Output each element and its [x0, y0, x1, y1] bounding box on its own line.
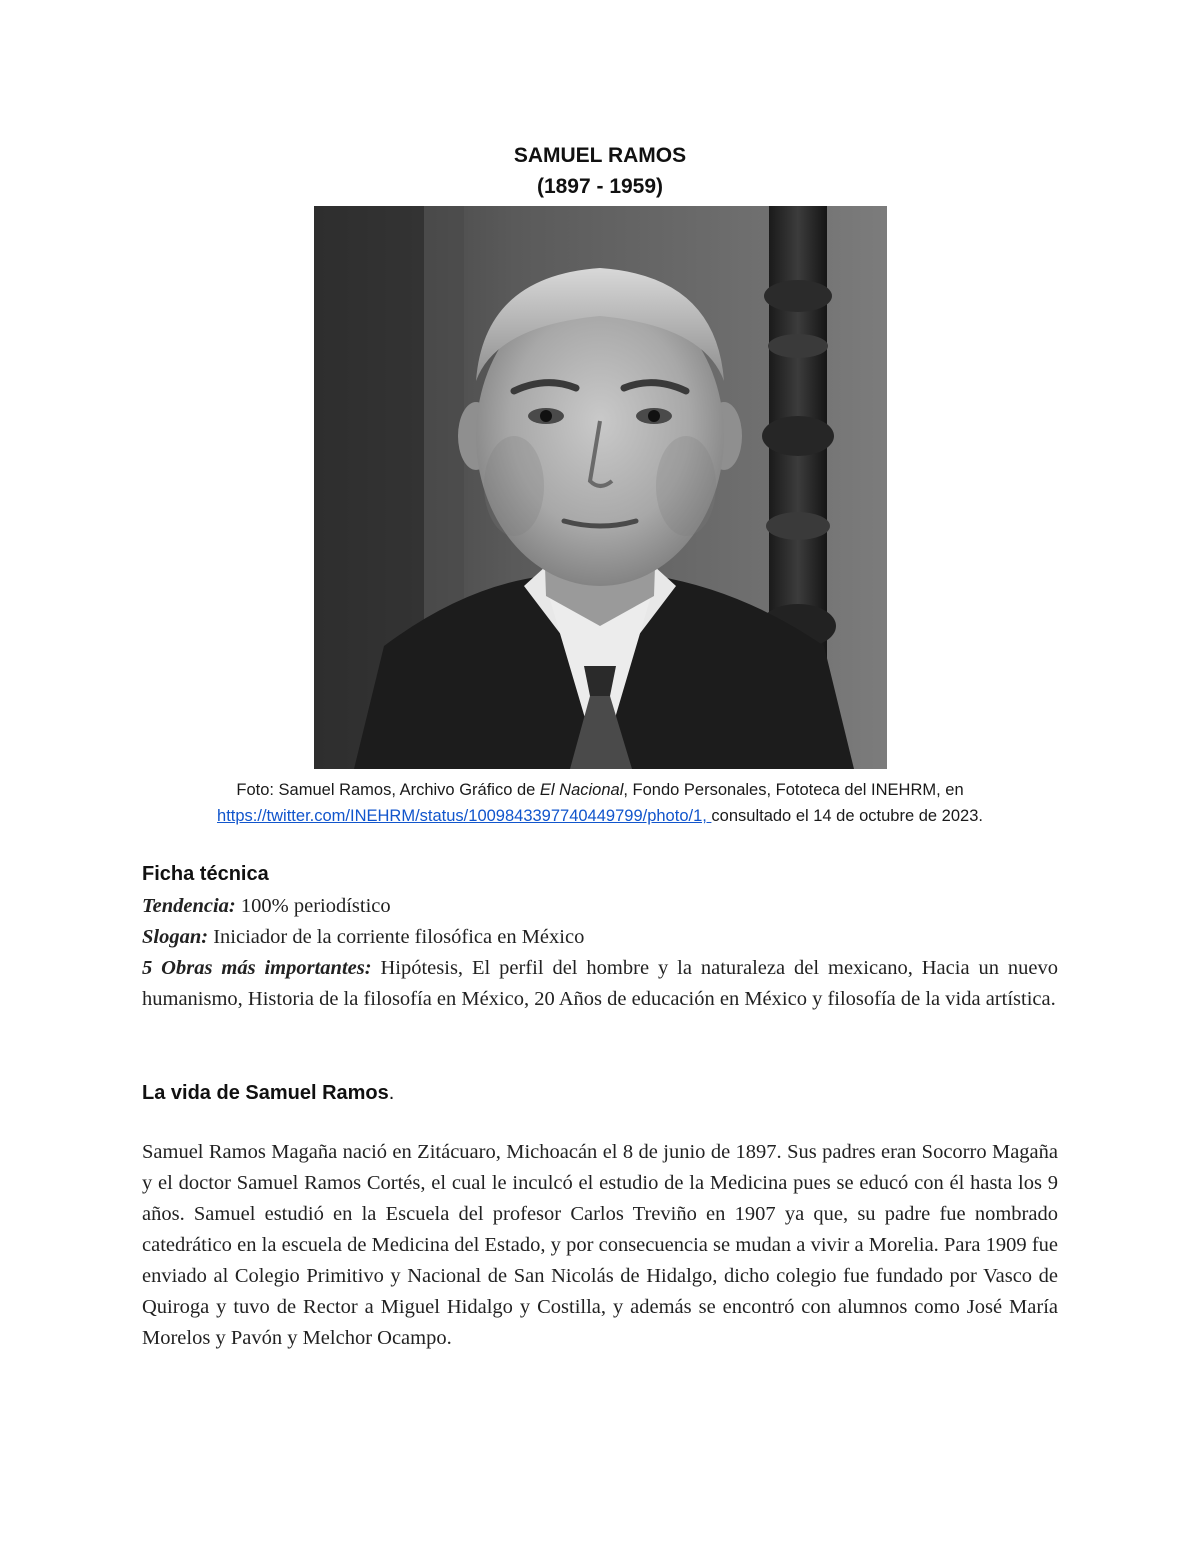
slogan-label: Slogan: [142, 926, 209, 948]
caption-suffix: consultado el 14 de octubre de 2023. [711, 807, 983, 825]
caption-italic: El Nacional [539, 781, 624, 799]
vida-paragraph: Samuel Ramos Magaña nació en Zitácuaro, Michoacán el 8 de junio de 1897. Sus padres eran Socorro Magaña y el doctor Samuel Ramos Cortés, el cual le inculcó el estudio de la Medicina pues se educó con él hasta los 9 años. Samuel estudió en la Escuela del profesor Carlos Treviño en 1907 ya que, su padre fue nombrado catedrático en la escuela de Medicina del Estado, y por consecuencia se mudan a vivir a Morelia. Para 1909 fue enviado al Colegio Primitivo y Nacional de San Nicolás de Hidalgo, dicho colegio fue fundado por Vasco de Quiroga y tuvo de Rector a Miguel Hidalgo y Costilla, y además se encontró con alumnos como José María Morelos y Pavón y Melchor Ocampo. [142, 1141, 1058, 1349]
photo-caption [100, 777, 1100, 829]
slogan-value: Iniciador de la corriente filosófica en México [208, 926, 585, 948]
ficha-heading: Ficha técnica [142, 863, 269, 885]
source-link[interactable]: https://twitter.com/INEHRM/status/1009843397740449799/photo/1, [217, 807, 712, 825]
tendencia-line [142, 891, 1058, 922]
vida-heading-suffix: . [388, 1082, 395, 1104]
caption-middle: , Fondo Personales, Fototeca del INEHRM, en [623, 781, 964, 799]
portrait-illustration [314, 206, 887, 769]
vida-heading [142, 1079, 394, 1107]
page-title: SAMUEL RAMOS [513, 144, 687, 167]
obras-line [142, 953, 1058, 1015]
tendencia-label: Tendencia: [142, 895, 236, 917]
ficha-body [142, 891, 1058, 1015]
vida-heading-text: La vida de Samuel Ramos [142, 1082, 389, 1104]
obras-label: 5 Obras más importantes: [142, 957, 372, 979]
life-years: (1897 - 1959) [536, 175, 664, 198]
obras-value: Hipótesis, El perfil del hombre y la naturaleza del mexicano, Hacia un nuevo humanismo, Historia de la filosofía en México, 20 Años de educación en México y filosofía de la vida artística. [142, 957, 1059, 1010]
caption-prefix: Foto: Samuel Ramos, Archivo Gráfico de [236, 781, 540, 799]
portrait-photo [314, 206, 887, 769]
slogan-line [142, 922, 1058, 953]
tendencia-value: 100% periodístico [235, 895, 391, 917]
